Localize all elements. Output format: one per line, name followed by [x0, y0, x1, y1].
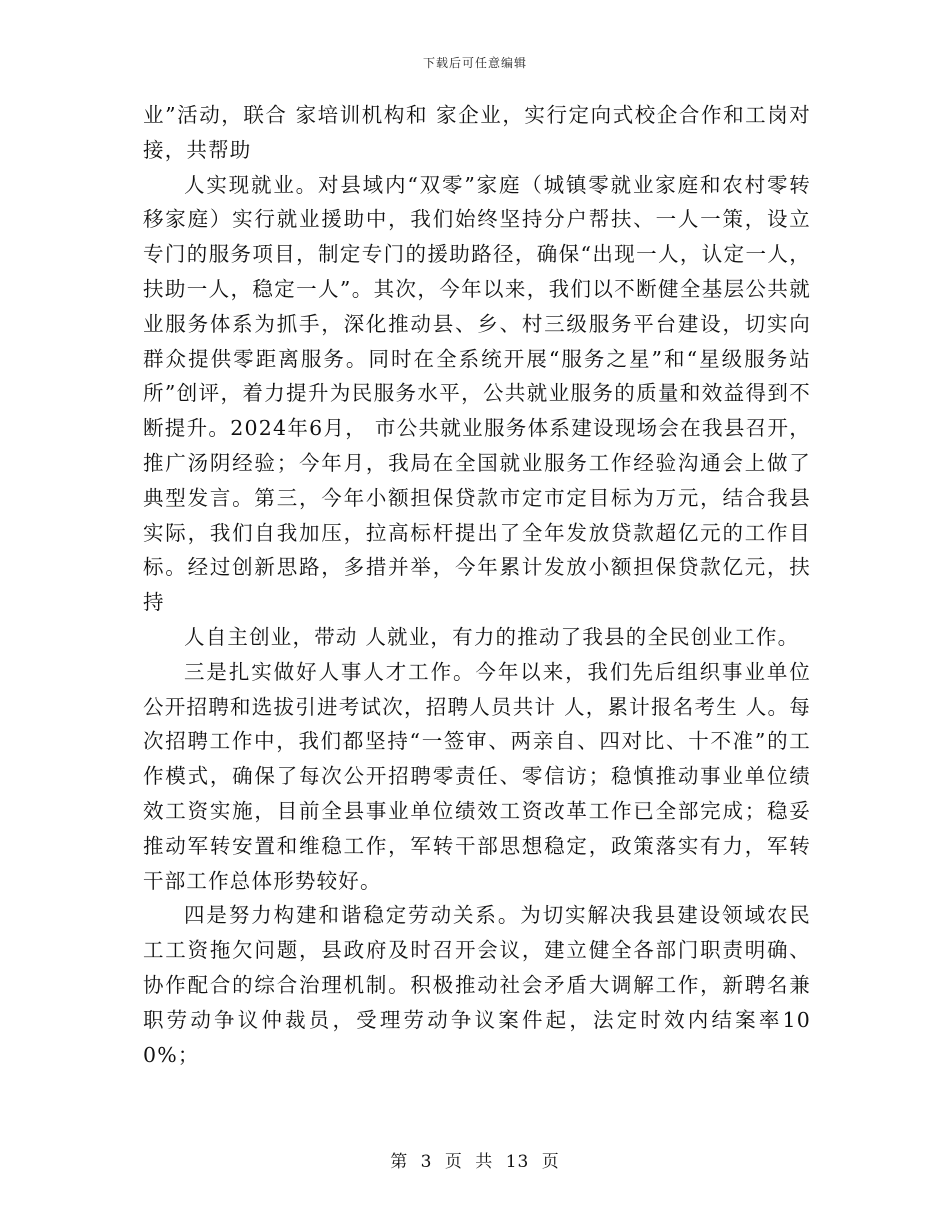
page-header: 下载后可任意编辑	[422, 56, 527, 70]
paragraph: 三是扎实做好人事人才工作。今年以来，我们先后组织事业单位公开招聘和选拔引进考试次，招聘人员共计 人，累计报名考生 人。每次招聘工作中，我们都坚持“一签审、两亲自、四对比、十不准”的工作模式，确保了每次公开招聘零责任、零信访；稳慎推动事业单位绩效工资实施，目前全县事业单位绩效工资改革工作已全部完成；稳妥推动军转安置和维稳工作，军转干部思想稳定，政策落实有力，军转干部工作总体形势较好。	[143, 659, 811, 893]
paragraph: 人实现就业。对县域内“双零”家庭（城镇零就业家庭和农村零转移家庭）实行就业援助中，我们始终坚持分户帮扶、一人一策，设立专门的服务项目，制定专门的援助路径，确保“出现一人，认定一人，扶助一人，稳定一人”。其次，今年以来，我们以不断健全基层公共就业服务体系为抓手，深化推动县、乡、村三级服务平台建设，切实向群众提供零距离服务。同时在全系统开展“服务之星”和“星级服务站所”创评，着力提升为民服务水平，公共就业服务的质量和效益得到不断提升。2024年6月， 市公共就业服务体系建设现场会在我县召开，推广汤阴经验；今年月，我局在全国就业服务工作经验沟通会上做了典型发言。第三，今年小额担保贷款市定市定目标为万元，结合我县实际，我们自我加压，拉高标杆提出了全年发放贷款超亿元的工作目标。经过创新思路，多措并举，今年累计发放小额担保贷款亿元，扶持	[143, 172, 811, 615]
document-body	[143, 98, 811, 1072]
paragraph: 业”活动，联合 家培训机构和 家企业，实行定向式校企合作和工岗对接，共帮助	[143, 103, 811, 162]
page-number: 第 3 页 共 13 页	[390, 1152, 560, 1172]
paragraph: 人自主创业，带动 人就业，有力的推动了我县的全民创业工作。	[184, 624, 800, 649]
paragraph: 四是努力构建和谐稳定劳动关系。为切实解决我县建设领域农民工工资拖欠问题，县政府及时召开会议，建立健全各部门职责明确、协作配合的综合治理机制。积极推动社会矛盾大调解工作，新聘名兼职劳动争议仲裁员，受理劳动争议案件起，法定时效内结案率100%；	[143, 903, 811, 1067]
